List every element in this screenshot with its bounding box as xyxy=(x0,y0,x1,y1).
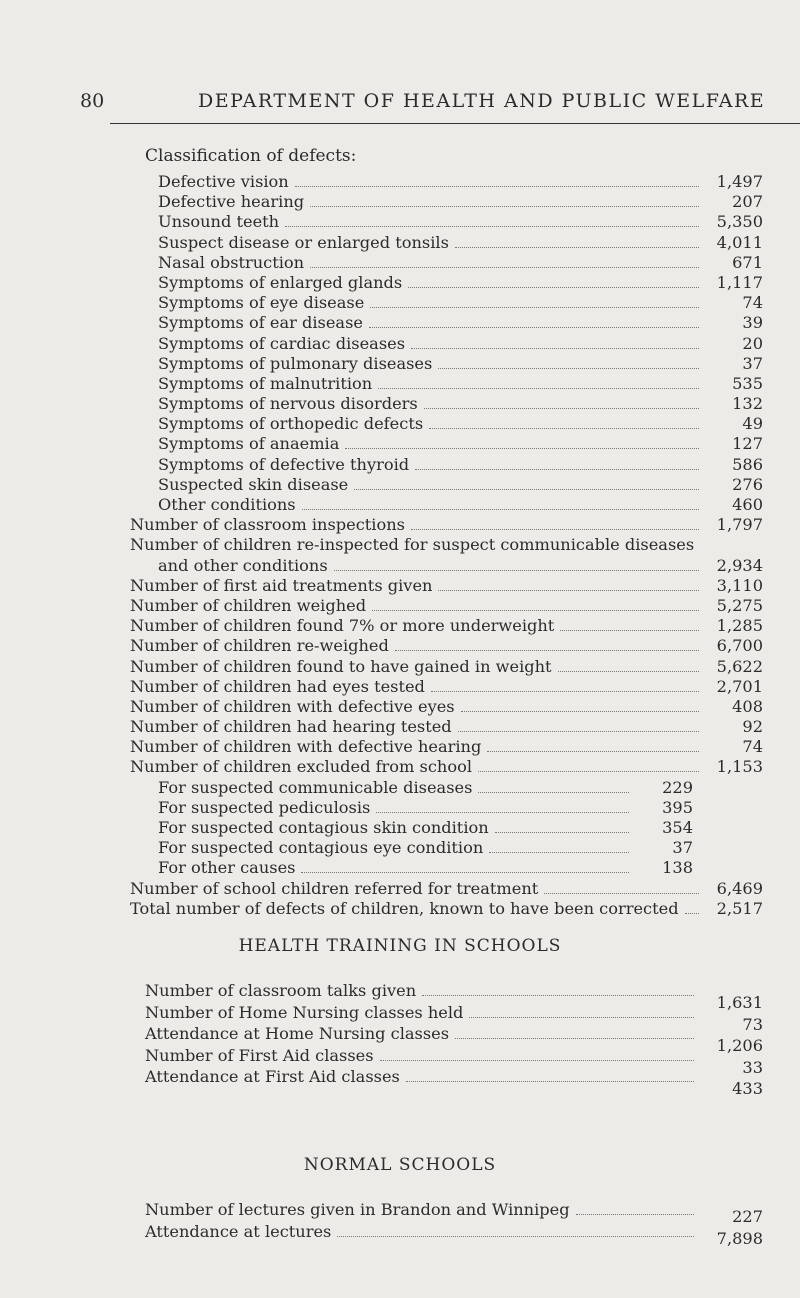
table-cell-value: 227 xyxy=(732,1207,763,1226)
table-row: Symptoms of defective thyroid 586 xyxy=(158,454,763,474)
running-title: DEPARTMENT OF HEALTH AND PUBLIC WELFARE xyxy=(198,90,766,112)
table-row: Attendance at Home Nursing classes xyxy=(0,1023,800,1045)
table-row: Number of children with defective hearing 74 xyxy=(130,737,763,757)
health-training-table xyxy=(0,980,800,1088)
normal-schools-heading: NORMAL SCHOOLS xyxy=(303,1155,497,1175)
table-row: For suspected contagious skin condition 354 xyxy=(158,818,693,837)
table-cell-value: 1,206 xyxy=(716,1036,763,1055)
table-row: Number of children with defective eyes 408 xyxy=(130,696,763,716)
table-row: For suspected pediculosis 395 xyxy=(158,797,693,817)
table-cell-value: 73 xyxy=(742,1014,763,1034)
table-row: Number of children had hearing tested 92 xyxy=(130,717,763,737)
classification-label: Classification of defects: xyxy=(145,146,357,166)
table-row: Number of children re-weighed 6,700 xyxy=(130,636,763,656)
table-row: Number of children found 7% or more underweight 1,285 xyxy=(130,616,763,636)
table-row: Number of lectures given in Brandon and Winnipeg xyxy=(0,1199,800,1221)
table-row: Symptoms of eye disease 74 xyxy=(158,293,763,313)
table-row: Suspected skin disease 276 xyxy=(158,474,763,494)
table-row: Symptoms of nervous disorders 132 xyxy=(158,394,763,414)
table-row: Symptoms of malnutrition 535 xyxy=(158,373,763,393)
table-row: Number of classroom inspections 1,797 xyxy=(130,515,763,535)
table-row: Defective vision 1,497 xyxy=(158,172,763,191)
table-row: Symptoms of ear disease 39 xyxy=(158,313,763,333)
table-cell-value: 1,631 xyxy=(716,993,763,1012)
table-row: Attendance at First Aid classes xyxy=(0,1066,800,1088)
table-row: Symptoms of anaemia 127 xyxy=(158,434,763,454)
page-header xyxy=(0,88,800,116)
table-row: For other causes 138 xyxy=(158,858,693,878)
table-row: Attendance at lectures xyxy=(0,1221,800,1243)
table-row: Suspect disease or enlarged tonsils 4,011 xyxy=(158,232,763,252)
table-cell-value: 33 xyxy=(742,1057,763,1077)
table-row: Number of children re-inspected for suspect communicable diseases xyxy=(130,535,695,555)
table-row: Number of children had eyes tested 2,701 xyxy=(130,676,763,696)
table-cell-value: 7,898 xyxy=(716,1229,763,1248)
table-row: Other conditions 460 xyxy=(158,495,763,514)
table-cell-value: 433 xyxy=(732,1079,763,1098)
table-row: Symptoms of enlarged glands 1,117 xyxy=(158,272,763,292)
table-row: Unsound teeth 5,350 xyxy=(158,212,763,232)
table-row: Number of first aid treatments given 3,110 xyxy=(130,575,763,595)
table-row: and other conditions 2,934 xyxy=(158,555,763,575)
table-row: Number of children excluded from school 1,153 xyxy=(130,757,763,777)
page-number: 80 xyxy=(80,90,105,112)
table-row: Number of First Aid classes xyxy=(0,1045,800,1067)
table-row: Number of classroom talks given xyxy=(0,980,800,1002)
table-row: Symptoms of pulmonary diseases 37 xyxy=(158,353,763,373)
table-row: Symptoms of orthopedic defects 49 xyxy=(158,414,763,434)
table-row: Total number of defects of children, known to have been corrected 2,517 xyxy=(130,898,763,918)
table-row: Symptoms of cardiac diseases 20 xyxy=(158,333,763,353)
health-training-heading: HEALTH TRAINING IN SCHOOLS xyxy=(238,936,562,956)
normal-schools-table xyxy=(0,1199,800,1243)
table-row: Number of school children referred for treatment 6,469 xyxy=(130,878,763,898)
header-rule xyxy=(110,123,800,124)
table-row: For suspected communicable diseases 229 xyxy=(158,777,693,797)
table-row: Nasal obstruction 671 xyxy=(158,252,763,272)
table-row: Defective hearing 207 xyxy=(158,192,763,212)
table-row: For suspected contagious eye condition 37 xyxy=(158,838,693,858)
table-row: Number of Home Nursing classes held xyxy=(0,1002,800,1024)
health-training-values xyxy=(683,992,763,1100)
table-row: Number of children weighed 5,275 xyxy=(130,595,763,615)
classification-table xyxy=(0,172,800,919)
normal-schools-values xyxy=(683,1206,763,1250)
table-row: Number of children found to have gained in weight 5,622 xyxy=(130,656,763,676)
